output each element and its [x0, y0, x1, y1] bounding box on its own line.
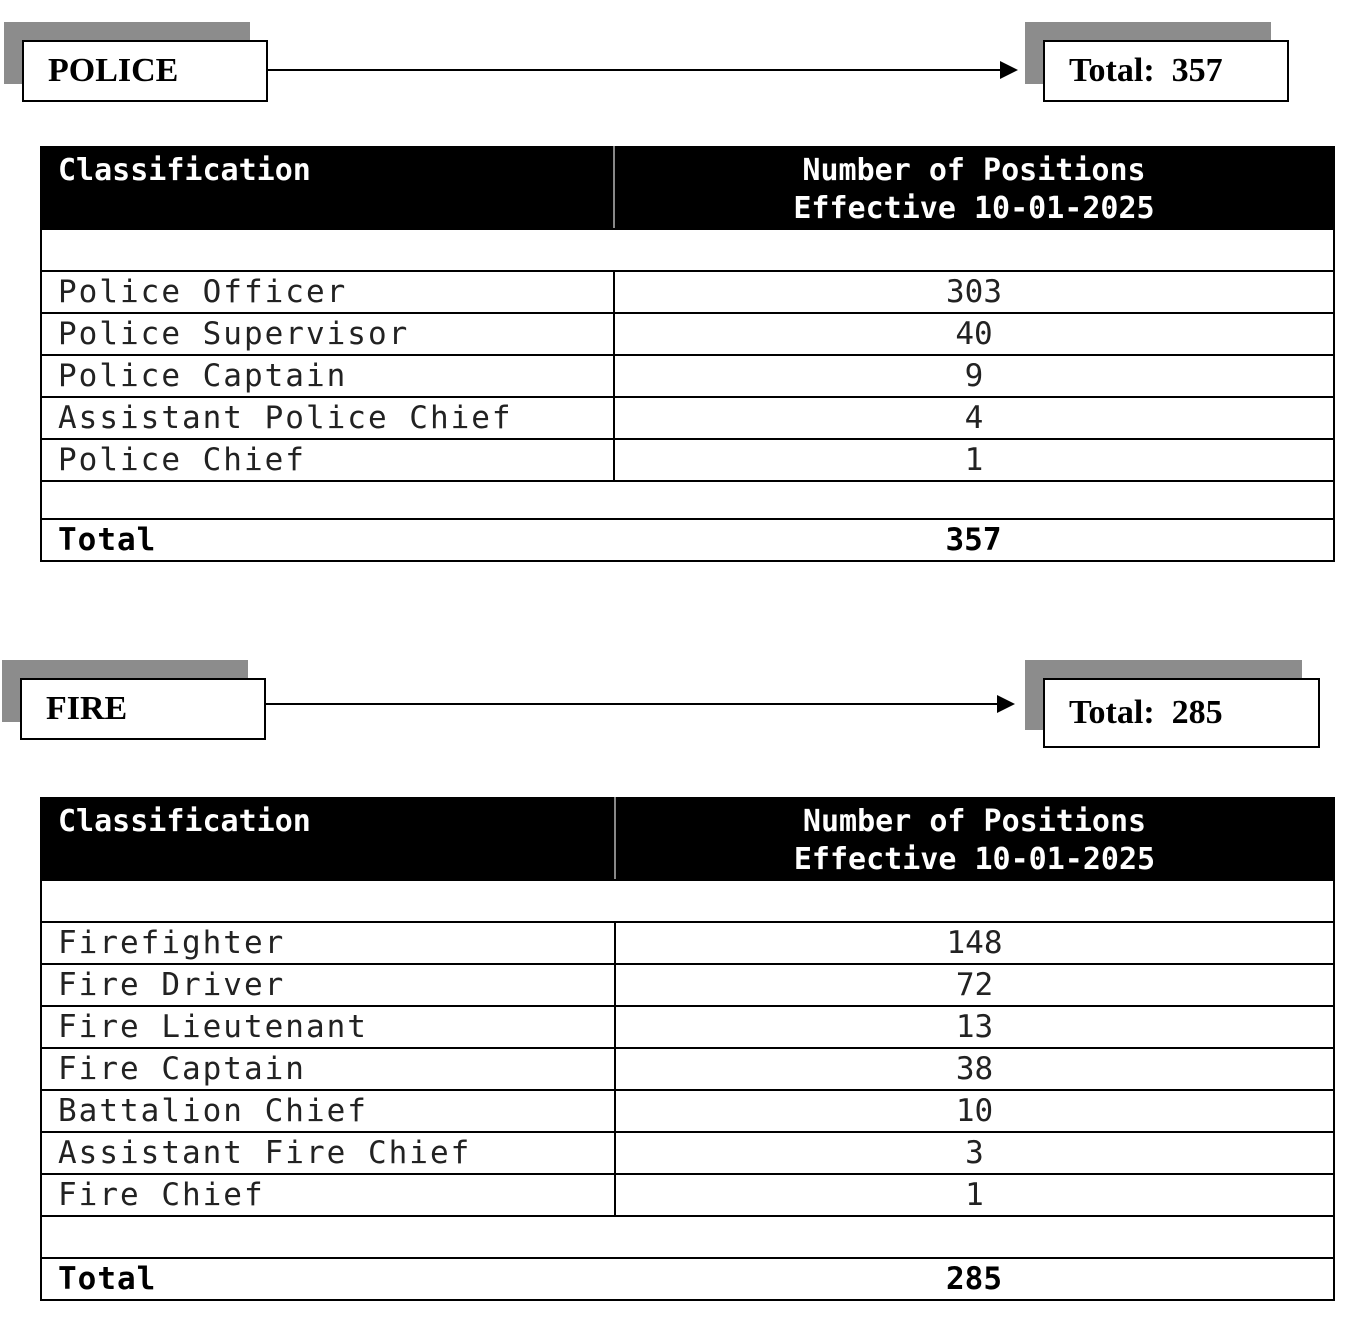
total-row [41, 519, 1334, 561]
count-cell: 148 [615, 922, 1334, 964]
positions-header-line2: Effective 10-01-2025 [793, 191, 1155, 226]
count-cell: 40 [614, 313, 1334, 355]
count-cell: 1 [615, 1174, 1334, 1216]
police-label-text: POLICE [48, 52, 179, 89]
count-cell: 72 [615, 964, 1334, 1006]
table-row [41, 964, 1334, 1006]
count-cell: 1 [614, 439, 1334, 481]
count-cell: 4 [614, 397, 1334, 439]
total-value-cell: 285 [615, 1258, 1334, 1300]
count-cell: 303 [614, 271, 1334, 313]
police-total-box [1043, 40, 1289, 102]
spacer-row [41, 481, 1334, 519]
police-positions-table [40, 146, 1335, 562]
table-row [41, 271, 1334, 313]
table-row [41, 1048, 1334, 1090]
table-header-row [41, 798, 1334, 880]
count-cell: 13 [615, 1006, 1334, 1048]
total-label-cell: Total [41, 519, 614, 561]
classification-cell: Police Supervisor [41, 313, 614, 355]
police-section-label [22, 40, 268, 102]
table-row [41, 1006, 1334, 1048]
fire-arrow-line [266, 703, 1000, 705]
positions-header [615, 798, 1334, 880]
total-label-cell: Total [41, 1258, 615, 1300]
table-row [41, 439, 1334, 481]
positions-header-line1: Number of Positions [802, 153, 1146, 188]
fire-label-text: FIRE [46, 690, 128, 727]
spacer-row [41, 229, 1334, 271]
fire-total-box [1043, 678, 1320, 748]
police-arrow-head [1000, 61, 1018, 79]
classification-cell: Police Officer [41, 271, 614, 313]
table-row [41, 313, 1334, 355]
fire-positions-table [40, 797, 1335, 1301]
count-cell: 10 [615, 1090, 1334, 1132]
total-value-cell: 357 [614, 519, 1334, 561]
classification-cell: Assistant Fire Chief [41, 1132, 615, 1174]
count-cell: 38 [615, 1048, 1334, 1090]
positions-header [614, 147, 1334, 229]
table-row [41, 1090, 1334, 1132]
count-cell: 9 [614, 355, 1334, 397]
classification-cell: Assistant Police Chief [41, 397, 614, 439]
classification-cell: Fire Chief [41, 1174, 615, 1216]
police-total-text: Total: 357 [1069, 52, 1223, 89]
classification-header: Classification [41, 147, 614, 229]
positions-header-line1: Number of Positions [802, 804, 1147, 839]
classification-header: Classification [41, 798, 615, 880]
spacer-row [41, 1216, 1334, 1258]
fire-total-text: Total: 285 [1069, 694, 1223, 731]
total-row [41, 1258, 1334, 1300]
police-arrow-line [268, 69, 1002, 71]
positions-header-line2: Effective 10-01-2025 [793, 842, 1156, 877]
classification-cell: Fire Driver [41, 964, 615, 1006]
table-row [41, 1132, 1334, 1174]
table-row [41, 1174, 1334, 1216]
table-row [41, 922, 1334, 964]
classification-cell: Police Chief [41, 439, 614, 481]
spacer-row [41, 880, 1334, 922]
fire-section-label [20, 678, 266, 740]
fire-arrow-head [997, 695, 1015, 713]
classification-cell: Firefighter [41, 922, 615, 964]
classification-cell: Battalion Chief [41, 1090, 615, 1132]
classification-cell: Fire Lieutenant [41, 1006, 615, 1048]
table-row [41, 397, 1334, 439]
classification-cell: Police Captain [41, 355, 614, 397]
classification-cell: Fire Captain [41, 1048, 615, 1090]
table-row [41, 355, 1334, 397]
table-header-row [41, 147, 1334, 229]
count-cell: 3 [615, 1132, 1334, 1174]
